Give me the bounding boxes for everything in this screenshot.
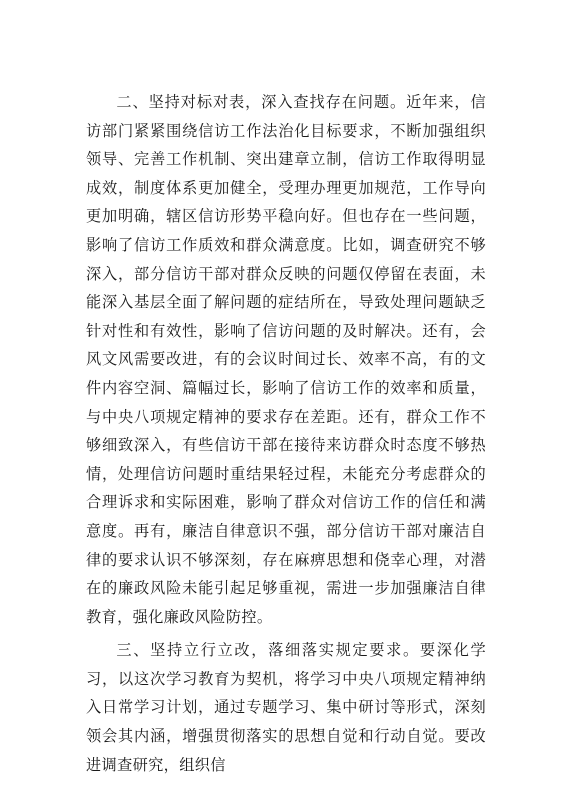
paragraph-section-three: 三、坚持立行立改，落细落实规定要求。要深化学习，以这次学习教育为契机，将学习中央八项规定精神纳入日常学习计划，通过专题学习、集中研讨等形式，深刻领会其内涵，增强贯彻落实的思想自觉和行动自觉。要改进调查研究，组织信 [86,641,486,774]
document-body [86,88,486,784]
paragraph-section-two: 二、坚持对标对表，深入查找存在问题。近年来，信访部门紧紧围绕信访工作法治化目标要求，不断加强组织领导、完善工作机制、突出建章立制，信访工作取得明显成效，制度体系更加健全，受理办理更加规范，工作导向更加明确，辖区信访形势平稳向好。但也存在一些问题，影响了信访工作质效和群众满意度。比如，调查研究不够深入，部分信访干部对群众反映的问题仅停留在表面，未能深入基层全面了解问题的症结所在，导致处理问题缺乏针对性和有效性，影响了信访问题的及时解决。还有，会风文风需要改进，有的会议时间过长、效率不高，有的文件内容空洞、篇幅过长，影响了信访工作的效率和质量，与中央八项规定精神的要求存在差距。还有，群众工作不够细致深入，有些信访干部在接待来访群众时态度不够热情，处理信访问题时重结果轻过程，未能充分考虑群众的合理诉求和实际困难，影响了群众对信访工作的信任和满意度。再有，廉洁自律意识不强，部分信访干部对廉洁自律的要求认识不够深刻，存在麻痹思想和侥幸心理，对潜在的廉政风险未能引起足够重视，需进一步加强廉洁自律教育，强化廉政风险防控。 [86,93,486,626]
